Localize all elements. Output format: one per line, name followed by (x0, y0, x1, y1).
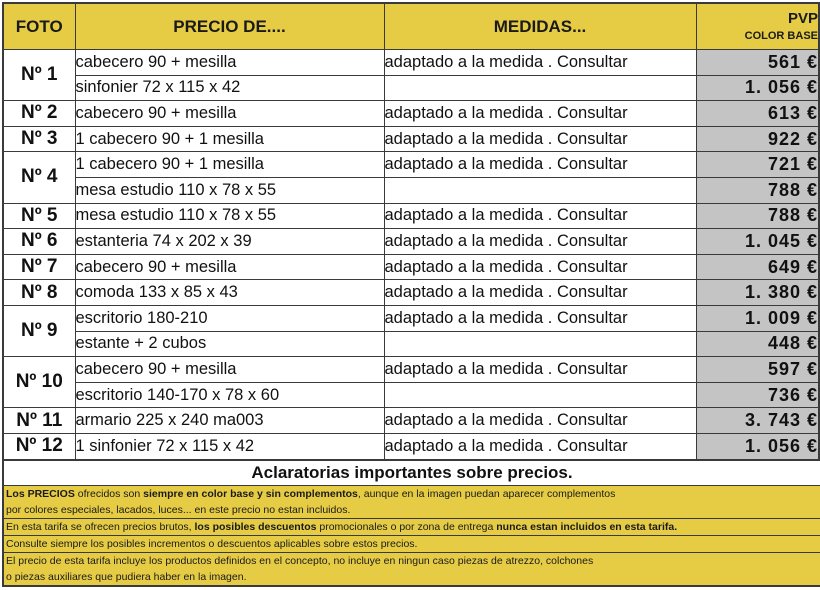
notes-section (2, 461, 820, 587)
price-cell: 1. 056 € (696, 75, 819, 101)
medidas-cell: adaptado a la medida . Consultar (384, 254, 696, 280)
note-line: por colores especiales, lacados, luces... en este precio no estan incluidos. (6, 503, 351, 516)
table-row (3, 177, 819, 203)
table-row (3, 331, 819, 357)
medidas-cell: adaptado a la medida . Consultar (384, 305, 696, 331)
table-row (3, 305, 819, 331)
description-cell: comoda 133 x 85 x 43 (75, 280, 384, 306)
header-pvp-sublabel: COLOR BASE (744, 29, 818, 42)
table-row (3, 152, 819, 178)
price-cell: 788 € (696, 177, 819, 203)
medidas-cell: adaptado a la medida . Consultar (384, 101, 696, 127)
description-cell: mesa estudio 110 x 78 x 55 (75, 203, 384, 229)
price-cell: 922 € (696, 126, 819, 152)
table-row (3, 357, 819, 383)
foto-cell: Nº 5 (3, 203, 75, 229)
description-cell: cabecero 90 + mesilla (75, 357, 384, 383)
description-cell: cabecero 90 + mesilla (75, 101, 384, 127)
medidas-cell: adaptado a la medida . Consultar (384, 229, 696, 255)
note-bold-text: Los PRECIOS (6, 487, 75, 500)
price-cell: 649 € (696, 254, 819, 280)
foto-cell: Nº 4 (3, 152, 75, 203)
price-cell: 3. 743 € (696, 408, 819, 434)
description-cell: estante + 2 cubos (75, 331, 384, 357)
price-sheet (2, 2, 818, 587)
foto-cell: Nº 12 (3, 433, 75, 459)
price-cell: 448 € (696, 331, 819, 357)
price-cell: 721 € (696, 152, 819, 178)
medidas-cell (384, 177, 696, 203)
price-cell: 1. 009 € (696, 305, 819, 331)
foto-cell: Nº 6 (3, 229, 75, 255)
price-cell: 1. 045 € (696, 229, 819, 255)
note-line: El precio de esta tarifa incluye los productos definidos en el concepto, no incluye en ningun caso piezas de atrezzo, colchones (6, 554, 594, 567)
table-row (3, 75, 819, 101)
description-cell: mesa estudio 110 x 78 x 55 (75, 177, 384, 203)
description-cell: sinfonier 72 x 115 x 42 (75, 75, 384, 101)
medidas-cell: adaptado a la medida . Consultar (384, 357, 696, 383)
note-descuentos (4, 518, 820, 535)
medidas-cell (384, 331, 696, 357)
table-row (3, 433, 819, 459)
table-row (3, 408, 819, 434)
description-cell: escritorio 180-210 (75, 305, 384, 331)
note-line (6, 519, 820, 535)
note-consulte (4, 535, 820, 552)
price-cell: 736 € (696, 382, 819, 408)
table-row (3, 254, 819, 280)
description-cell: cabecero 90 + mesilla (75, 254, 384, 280)
note-line: o piezas auxiliares que pudiera haber en la imagen. (6, 570, 247, 583)
foto-cell: Nº 7 (3, 254, 75, 280)
header-precio-de: PRECIO DE.... (75, 3, 384, 50)
price-cell: 1. 380 € (696, 280, 819, 306)
description-cell: armario 225 x 240 ma003 (75, 408, 384, 434)
foto-cell: Nº 9 (3, 305, 75, 356)
medidas-cell: adaptado a la medida . Consultar (384, 280, 696, 306)
note-incluye (4, 552, 820, 585)
table-row (3, 280, 819, 306)
header-medidas: MEDIDAS... (384, 3, 696, 50)
note-text: , aunque en la imagen puedan aparecer complementos (357, 487, 616, 500)
price-cell: 597 € (696, 357, 819, 383)
note-precios (4, 485, 820, 518)
table-row (3, 203, 819, 229)
note-line (6, 486, 820, 502)
medidas-cell: adaptado a la medida . Consultar (384, 408, 696, 434)
note-bold-text: siempre en color base y sin complementos (143, 487, 358, 500)
table-row (3, 50, 819, 76)
description-cell: 1 cabecero 90 + 1 mesilla (75, 152, 384, 178)
notes-title: Aclaratorias importantes sobre precios. (4, 461, 820, 485)
header-pvp (696, 3, 819, 50)
medidas-cell: adaptado a la medida . Consultar (384, 126, 696, 152)
description-cell: 1 sinfonier 72 x 115 x 42 (75, 433, 384, 459)
note-bold-text: los posibles descuentos (194, 520, 317, 533)
note-text: En esta tarifa se ofrecen precios brutos, (6, 520, 195, 533)
medidas-cell: adaptado a la medida . Consultar (384, 203, 696, 229)
price-cell: 1. 056 € (696, 433, 819, 459)
table-row (3, 101, 819, 127)
price-table (2, 2, 820, 461)
description-cell: cabecero 90 + mesilla (75, 50, 384, 76)
description-cell: escritorio 140-170 x 78 x 60 (75, 382, 384, 408)
medidas-cell: adaptado a la medida . Consultar (384, 50, 696, 76)
foto-cell: Nº 3 (3, 126, 75, 152)
medidas-cell (384, 382, 696, 408)
header-row (3, 3, 819, 50)
price-cell: 561 € (696, 50, 819, 76)
price-cell: 788 € (696, 203, 819, 229)
foto-cell: Nº 2 (3, 101, 75, 127)
medidas-cell: adaptado a la medida . Consultar (384, 152, 696, 178)
foto-cell: Nº 1 (3, 50, 75, 101)
table-row (3, 126, 819, 152)
note-bold-text: nunca estan incluidos en esta tarifa. (496, 520, 678, 533)
foto-cell: Nº 10 (3, 357, 75, 408)
medidas-cell (384, 75, 696, 101)
header-pvp-label: PVP (787, 9, 818, 27)
note-text: promocionales o por zona de entrega (316, 520, 497, 533)
foto-cell: Nº 11 (3, 408, 75, 434)
description-cell: 1 cabecero 90 + 1 mesilla (75, 126, 384, 152)
note-line: Consulte siempre los posibles incrementos o descuentos aplicables sobre estos precios. (6, 537, 418, 550)
medidas-cell: adaptado a la medida . Consultar (384, 433, 696, 459)
header-foto: FOTO (3, 3, 75, 50)
description-cell: estanteria 74 x 202 x 39 (75, 229, 384, 255)
price-cell: 613 € (696, 101, 819, 127)
table-row (3, 229, 819, 255)
foto-cell: Nº 8 (3, 280, 75, 306)
note-text: ofrecidos son (74, 487, 144, 500)
table-row (3, 382, 819, 408)
